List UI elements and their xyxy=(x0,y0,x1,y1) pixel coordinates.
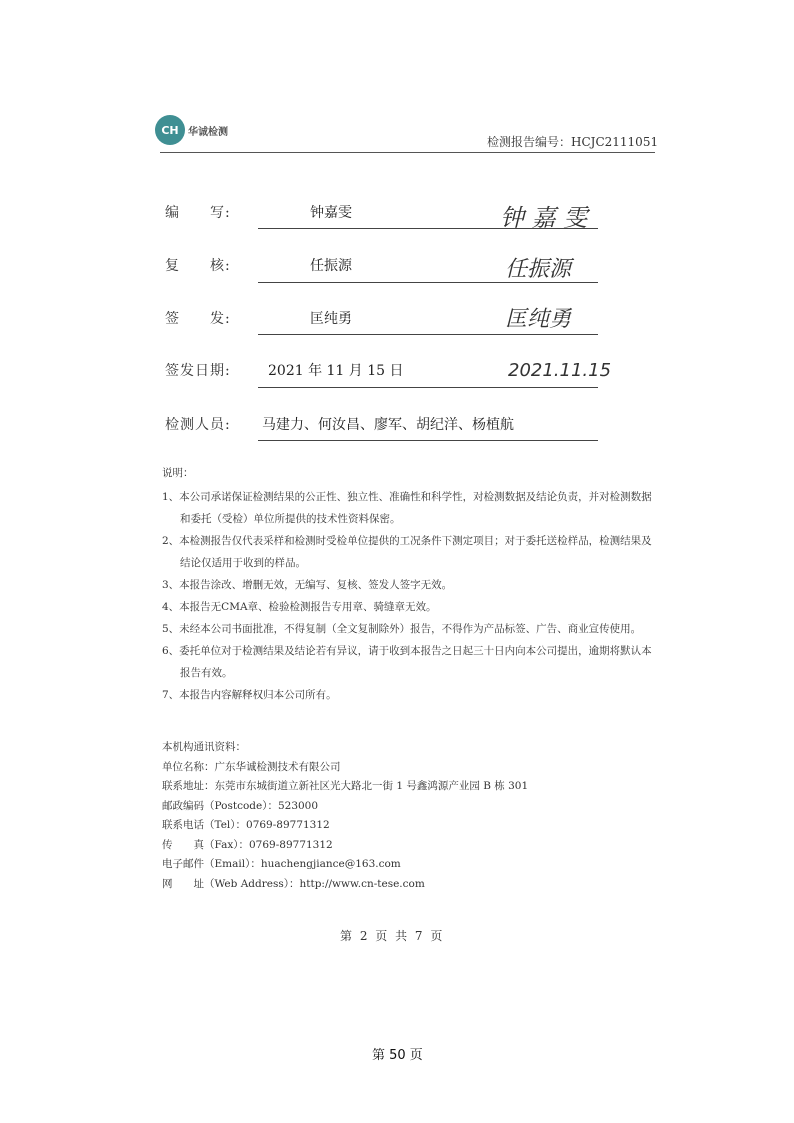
date-underline xyxy=(258,387,598,388)
review-signature: 任振源 xyxy=(505,257,572,282)
outer-page-number: 第 50 页 xyxy=(372,1048,423,1063)
compile-label: 编 写: xyxy=(165,205,231,221)
compile-name: 钟嘉雯 xyxy=(310,205,352,221)
company-logo xyxy=(155,115,245,151)
note-item: 5、未经本公司书面批准，不得复制（全文复制除外）报告，不得作为产品标签、广告、商业宣传使用。 xyxy=(162,623,642,635)
issue-signature: 匡纯勇 xyxy=(505,307,572,332)
note-item: 6、委托单位对于检测结果及结论若有异议，请于收到本报告之日起三十日内向本公司提出，逾期将默认本报告有效。 xyxy=(162,645,652,679)
date-value: 2021 年 11 月 15 日 xyxy=(268,363,404,379)
contact-company: 单位名称：广东华诚检测技术有限公司 xyxy=(162,760,341,773)
review-underline xyxy=(258,282,598,283)
note-item: 3、本报告涂改、增删无效，无编写、复核、签发人签字无效。 xyxy=(162,579,453,591)
contact-postcode: 邮政编码（Postcode）：523000 xyxy=(162,799,319,812)
date-label: 签发日期: xyxy=(165,363,231,379)
logo-mark: CH xyxy=(155,115,185,145)
inspectors-underline xyxy=(258,440,598,441)
note-item: 2、本检测报告仅代表采样和检测时受检单位提供的工况条件下测定项目；对于委托送检样品，检测结果及结论仅适用于收到的样品。 xyxy=(162,535,652,569)
contact-fax: 传 真（Fax）：0769-89771312 xyxy=(162,838,333,851)
inner-page-number: 第 2 页 共 7 页 xyxy=(340,929,445,943)
note-item: 4、本报告无CMA章、检验检测报告专用章、骑缝章无效。 xyxy=(162,601,437,613)
notes-title: 说明： xyxy=(162,467,194,479)
notes-section xyxy=(162,462,662,706)
contact-web: 网 址（Web Address）：http://www.cn-tese.com xyxy=(162,877,425,890)
contact-section xyxy=(162,738,642,894)
review-name: 任振源 xyxy=(310,258,352,274)
compile-underline xyxy=(258,228,598,229)
header-divider xyxy=(160,152,655,153)
contact-tel: 联系电话（Tel）：0769-89771312 xyxy=(162,819,330,831)
report-number: 检测报告编号：HCJC2111051 xyxy=(487,135,659,149)
contact-title: 本机构通讯资料： xyxy=(162,741,246,753)
issue-name: 匡纯勇 xyxy=(310,311,352,327)
inspectors-label: 检测人员: xyxy=(165,417,231,433)
contact-email: 电子邮件（Email）：huachengjiance@163.com xyxy=(162,858,401,870)
issue-underline xyxy=(258,334,598,335)
contact-address: 联系地址：东莞市东城街道立新社区光大路北一街 1 号鑫鸿源产业园 B 栋 301 xyxy=(162,780,529,792)
logo-text: 华诚检测 xyxy=(188,127,228,138)
note-item: 1、本公司承诺保证检测结果的公正性、独立性、准确性和科学性，对检测数据及结论负责，并对检测数据和委托（受检）单位所提供的技术性资料保密。 xyxy=(162,491,652,525)
issue-label: 签 发: xyxy=(165,311,231,327)
inspectors-value: 马建力、何汝昌、廖军、胡纪洋、杨植航 xyxy=(262,417,514,433)
date-signature: 2021.11.15 xyxy=(508,360,612,381)
compile-signature: 钟 嘉 雯 xyxy=(500,204,588,232)
review-label: 复 核: xyxy=(165,258,231,274)
note-item: 7、本报告内容解释权归本公司所有。 xyxy=(162,689,337,701)
